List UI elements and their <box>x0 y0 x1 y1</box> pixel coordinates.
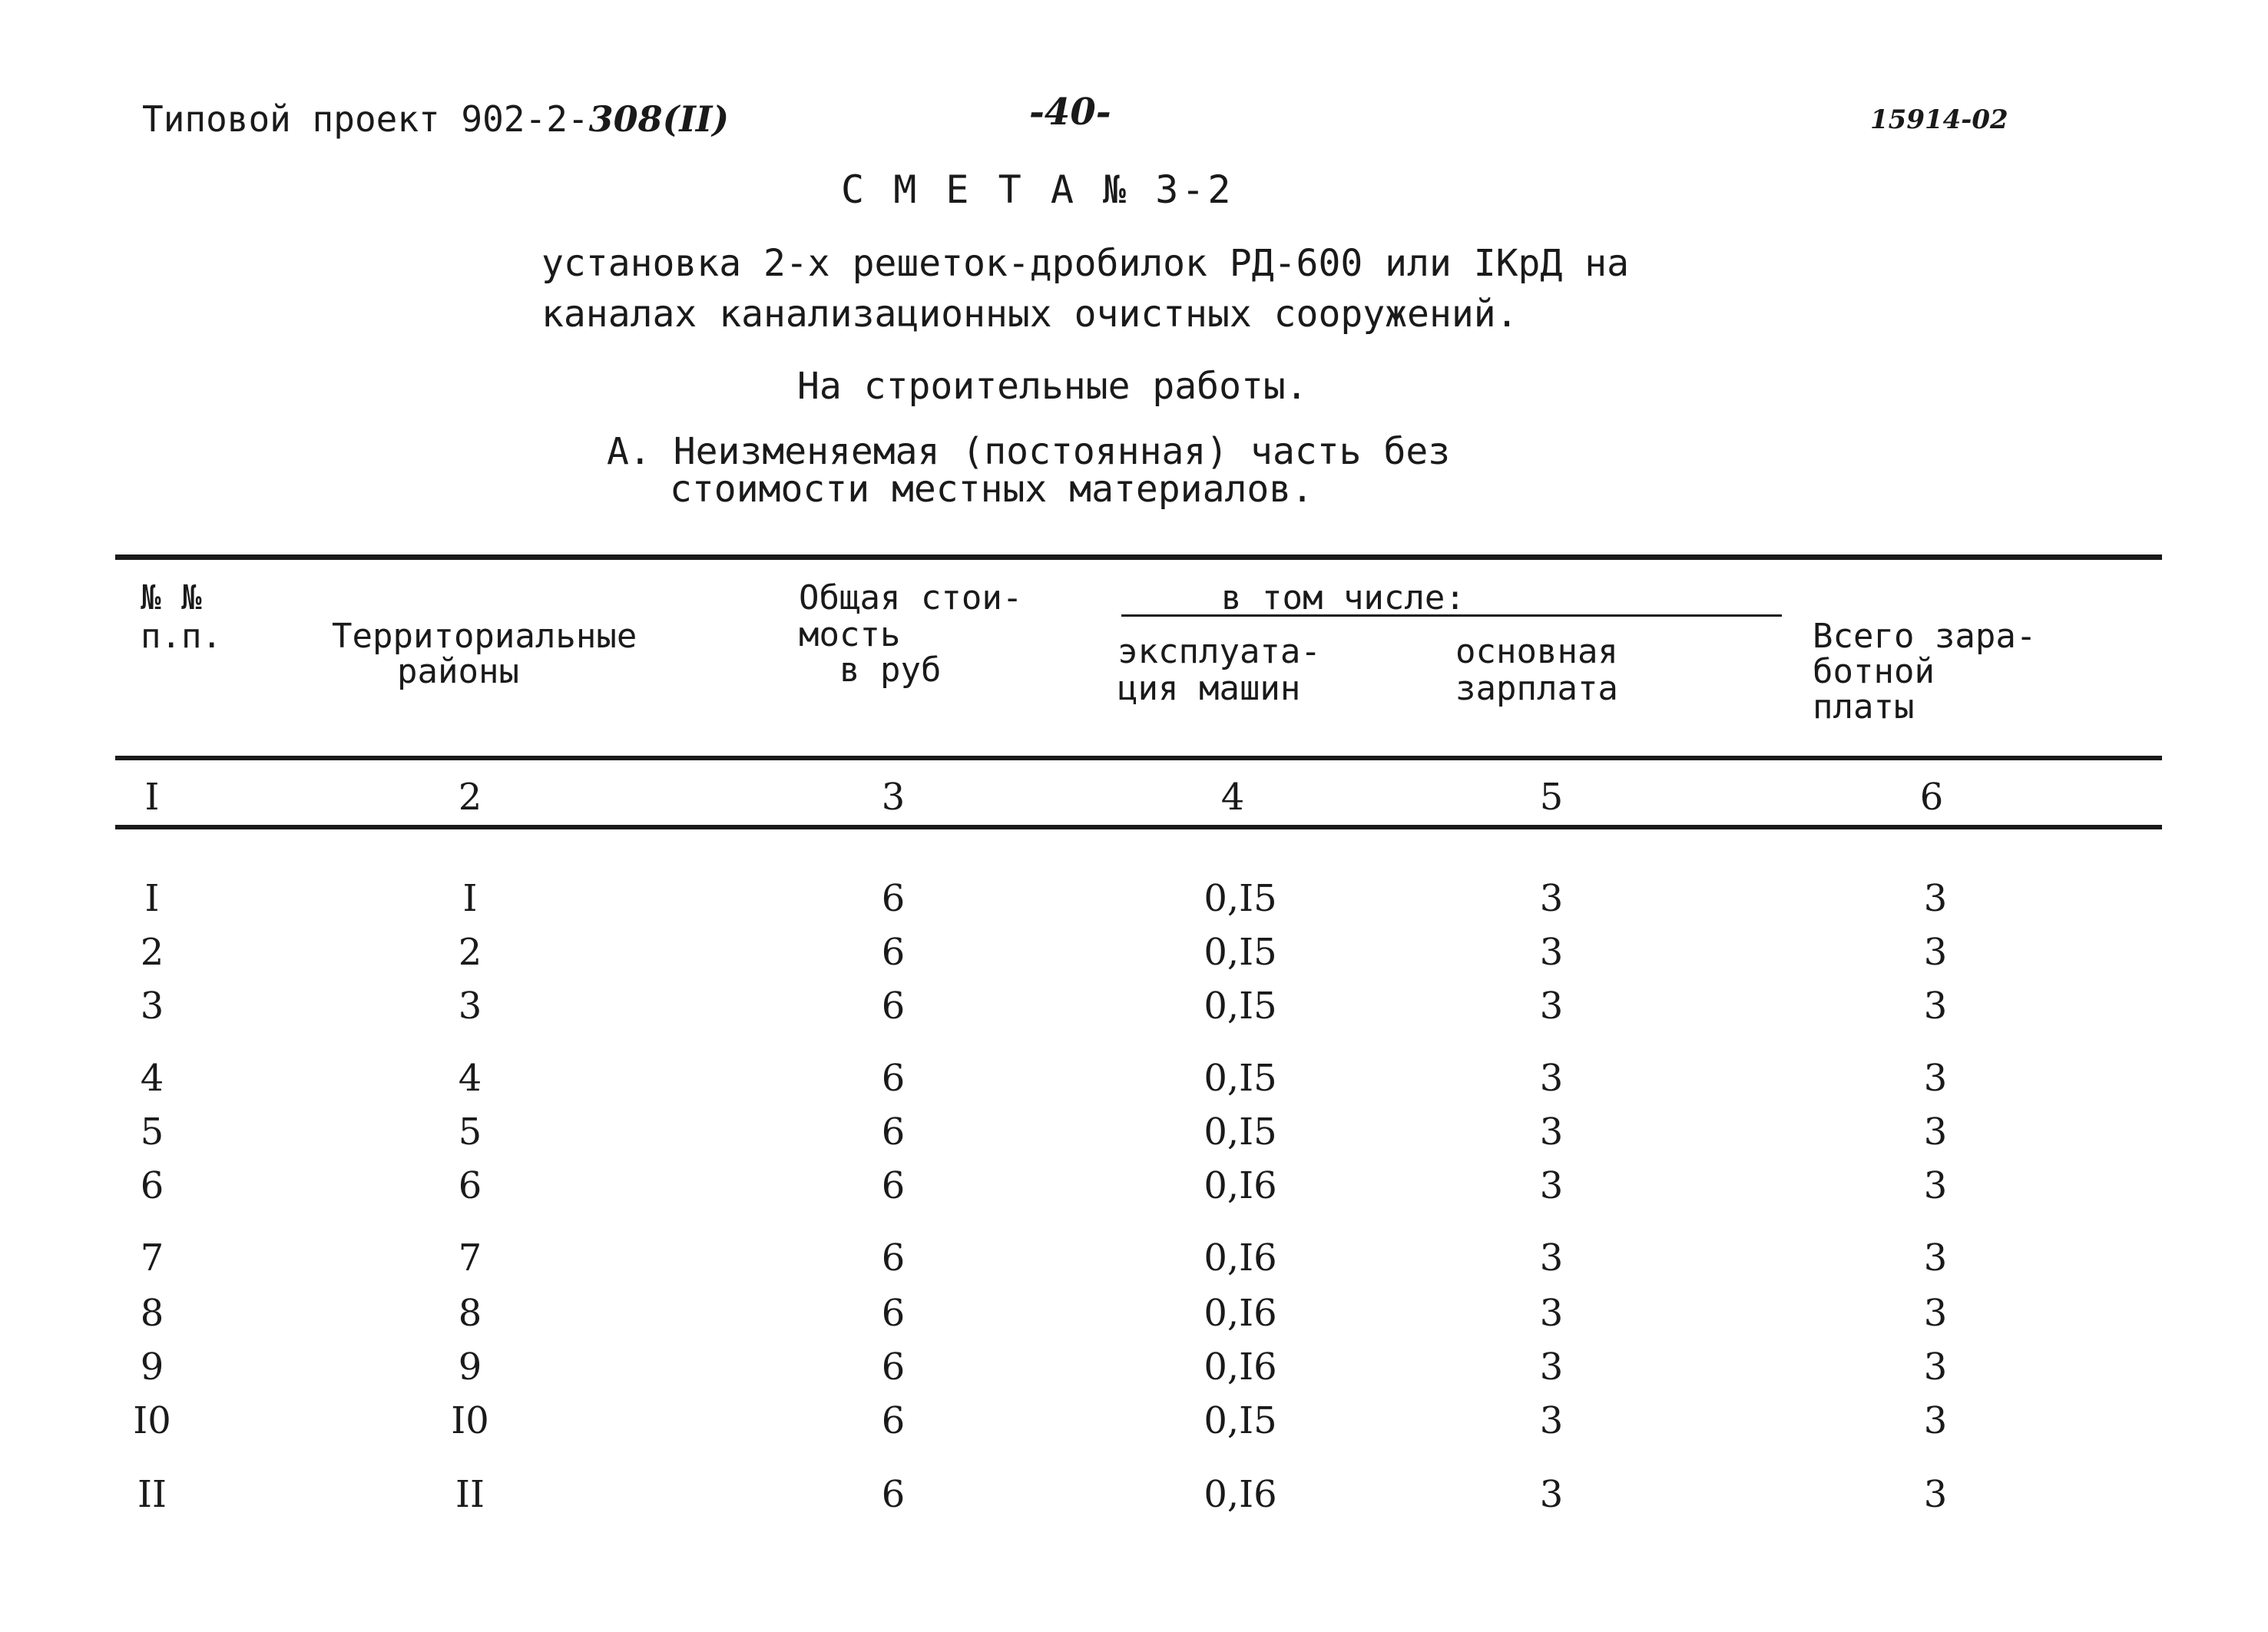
header-col4-line2: ция машин <box>1117 669 1301 708</box>
table-cell: I0 <box>451 1399 489 1442</box>
table-cell: 3 <box>1923 931 1948 974</box>
header-col6-line3: платы <box>1813 687 1915 727</box>
table-cell: 0,I5 <box>1204 1111 1277 1154</box>
header-col3-line3: в руб <box>839 650 942 690</box>
table-cell: 7 <box>458 1236 482 1279</box>
table-cell: 3 <box>1539 1236 1564 1279</box>
table-cell: 0,I6 <box>1204 1473 1277 1516</box>
section-line-2: стоимости местных материалов. <box>670 468 1314 511</box>
table-top-rule <box>115 554 2162 560</box>
table-cell: 3 <box>1923 1346 1948 1389</box>
table-cell: 8 <box>140 1292 164 1335</box>
table-cell: 4 <box>458 1057 482 1100</box>
table-cell: 0,I5 <box>1204 985 1277 1028</box>
scope-line: На строительные работы. <box>797 365 1308 408</box>
column-number: 2 <box>458 776 482 819</box>
table-cell: 6 <box>881 931 906 974</box>
subtitle-line-2: каналах канализационных очистных сооружений. <box>541 293 1518 336</box>
column-number: I <box>144 776 160 819</box>
table-cell: 3 <box>1539 877 1564 920</box>
column-number: 4 <box>1220 776 1245 819</box>
table-cell: 0,I6 <box>1204 1236 1277 1279</box>
table-cell: 3 <box>1923 1164 1948 1207</box>
header-col6-line2: ботной <box>1813 652 1935 691</box>
table-cell: 0,I5 <box>1204 877 1277 920</box>
table-cell: 3 <box>1539 1346 1564 1389</box>
table-cell: 6 <box>881 1399 906 1442</box>
table-cell: 6 <box>881 1346 906 1389</box>
table-cell: 3 <box>1923 1057 1948 1100</box>
table-cell: 0,I6 <box>1204 1292 1277 1335</box>
table-cell: 8 <box>458 1292 482 1335</box>
table-cell: 7 <box>140 1236 164 1279</box>
table-cell: 9 <box>140 1346 164 1389</box>
estimate-title: С М Е Т А № 3-2 <box>841 167 1234 212</box>
header-col1-line2: п.п. <box>141 617 222 656</box>
subtitle-line-1: установка 2-х решеток-дробилок РД-600 или IКрД на <box>541 242 1630 285</box>
table-cell: 6 <box>881 877 906 920</box>
table-cell: 3 <box>1539 985 1564 1028</box>
header-bottom-rule <box>115 756 2162 760</box>
header-col2-line2: районы <box>397 652 519 691</box>
table-cell: 3 <box>458 985 482 1028</box>
table-cell: 6 <box>881 1164 906 1207</box>
table-cell: 3 <box>1539 1057 1564 1100</box>
column-number: 5 <box>1539 776 1564 819</box>
table-cell: 9 <box>458 1346 482 1389</box>
table-cell: 3 <box>1923 1236 1948 1279</box>
table-cell: 2 <box>458 931 482 974</box>
header-col5-line1: основная <box>1455 632 1618 671</box>
table-cell: 3 <box>140 985 164 1028</box>
table-cell: I <box>462 877 478 920</box>
table-cell: 6 <box>881 1236 906 1279</box>
header-col2-line1: Территориальные <box>332 617 637 656</box>
project-prefix: Типовой проект 902-2- <box>142 98 589 140</box>
section-line-1: А. Неизменяемая (постоянная) часть без <box>607 430 1451 473</box>
table-cell: 4 <box>140 1057 164 1100</box>
table-cell: 3 <box>1923 985 1948 1028</box>
table-cell: II <box>137 1473 167 1516</box>
header-col5-line2: зарплата <box>1455 669 1618 708</box>
table-cell: 6 <box>458 1164 482 1207</box>
table-cell: 0,I5 <box>1204 931 1277 974</box>
table-cell: 3 <box>1539 1292 1564 1335</box>
table-cell: 3 <box>1923 1292 1948 1335</box>
table-cell: I <box>144 877 160 920</box>
table-cell: 5 <box>140 1111 164 1154</box>
table-cell: 3 <box>1539 1399 1564 1442</box>
header-col1-line1: № № <box>141 578 202 617</box>
header-group-label: в том числе: <box>1221 578 1465 617</box>
table-cell: 0,I6 <box>1204 1164 1277 1207</box>
table-cell: 6 <box>881 1111 906 1154</box>
document-code: 15914-02 <box>1870 104 2008 135</box>
header-col4-line1: эксплуата- <box>1117 632 1321 671</box>
table-cell: 6 <box>881 1473 906 1516</box>
header-col3-line1: Общая стои- <box>799 578 1023 617</box>
table-cell: 0,I6 <box>1204 1346 1277 1389</box>
column-numbers-rule <box>115 825 2162 829</box>
table-cell: 3 <box>1923 1111 1948 1154</box>
column-number: 3 <box>881 776 906 819</box>
project-handwritten-number: 308(II) <box>588 98 730 140</box>
table-cell: 3 <box>1539 931 1564 974</box>
table-cell: 6 <box>140 1164 164 1207</box>
table-cell: 3 <box>1539 1164 1564 1207</box>
table-cell: 3 <box>1923 1399 1948 1442</box>
table-cell: 0,I5 <box>1204 1057 1277 1100</box>
project-label <box>142 98 729 140</box>
header-col6-line1: Всего зара- <box>1813 617 2037 656</box>
table-cell: 3 <box>1923 1473 1948 1516</box>
table-cell: 6 <box>881 985 906 1028</box>
table-cell: 2 <box>140 931 164 974</box>
page-number: -40- <box>1029 91 1111 134</box>
table-cell: 6 <box>881 1057 906 1100</box>
table-cell: I0 <box>133 1399 171 1442</box>
table-cell: 0,I5 <box>1204 1399 1277 1442</box>
table-cell: 3 <box>1923 877 1948 920</box>
table-cell: 3 <box>1539 1473 1564 1516</box>
header-col3-line2: мость <box>799 615 901 654</box>
table-cell: 6 <box>881 1292 906 1335</box>
table-cell: II <box>455 1473 485 1516</box>
table-cell: 5 <box>458 1111 482 1154</box>
column-number: 6 <box>1919 776 1944 819</box>
table-cell: 3 <box>1539 1111 1564 1154</box>
